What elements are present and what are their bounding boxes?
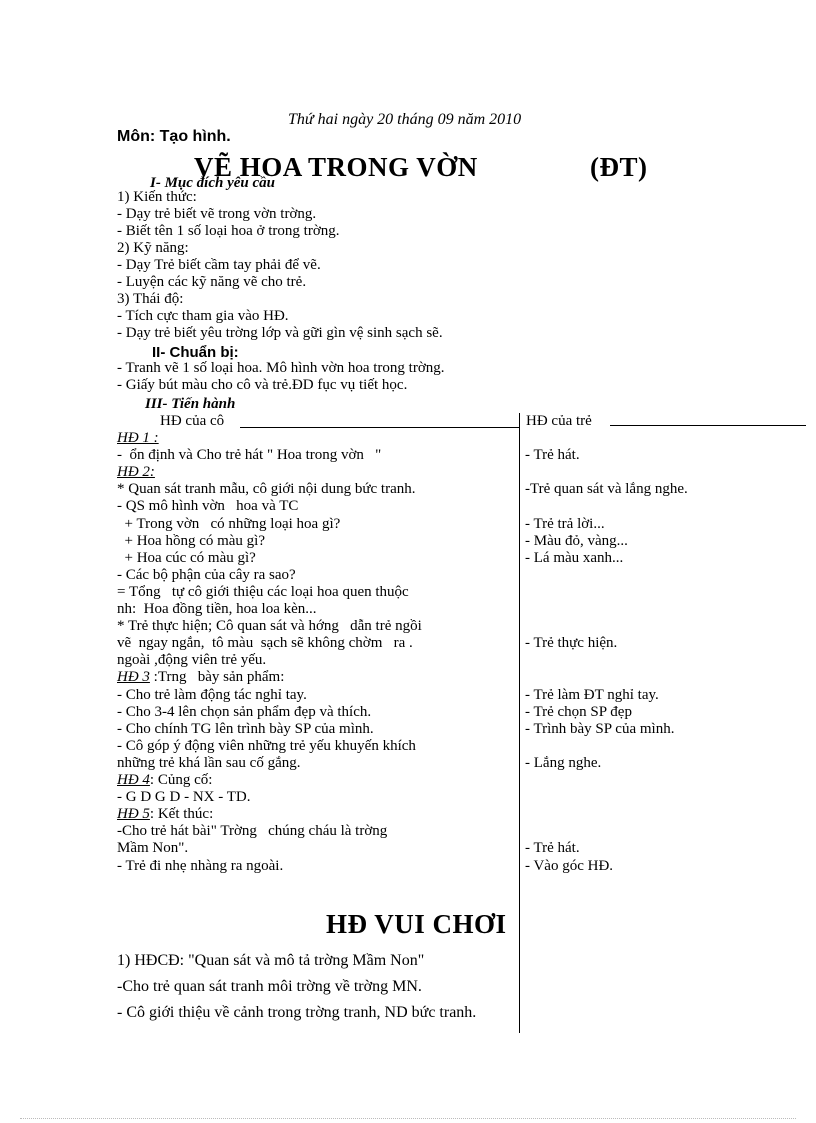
child-activity-line: - Vào góc HĐ. — [525, 857, 614, 874]
teacher-activity-line — [117, 516, 340, 533]
teacher-activity-line — [117, 704, 371, 721]
child-activity-line: - Trẻ hát. — [525, 840, 580, 857]
teacher-activity-line — [117, 652, 266, 669]
objective-line: 3) Thái độ: — [117, 291, 184, 307]
column-divider — [519, 413, 520, 1033]
activity-text: - Cho chính TG lên trình bày SP của mình. — [117, 720, 374, 737]
child-activity-line: - Trẻ chọn SP đẹp — [525, 703, 632, 720]
objective-line: - Tích cực tham gia vào HĐ. — [117, 308, 289, 324]
teacher-activity-line — [117, 772, 212, 789]
play-line: - Cô giới thiệu về cảnh trong trờng tranh, ND bức tranh. — [117, 1004, 477, 1021]
activity-text: - QS mô hình vờn hoa và TC — [117, 498, 299, 515]
teacher-column-header: HĐ của cô — [160, 413, 225, 429]
lesson-subject: Môn: Tạo hình. — [117, 128, 231, 145]
objective-line: - Dạy Trẻ biết cầm tay phải để vẽ. — [117, 257, 321, 273]
teacher-activity-line — [117, 601, 317, 618]
section-objectives-heading: I- Mục đích yêu cầu — [150, 175, 275, 191]
activity-text: * Trẻ thực hiện; Cô quan sát và hớng dẫn trẻ ngồi — [117, 618, 422, 635]
child-activity-line: - Trẻ thực hiện. — [525, 635, 618, 652]
teacher-activity-line — [117, 858, 283, 875]
lesson-date: Thứ hai ngày 20 tháng 09 năm 2010 — [288, 111, 522, 128]
activity-text: -Cho trẻ hát bài" Trờng chúng cháu là trờng — [117, 823, 388, 840]
section-preparation-heading: II- Chuẩn bị: — [152, 344, 239, 361]
objective-line: - Biết tên 1 số loại hoa ở trong trờng. — [117, 223, 340, 239]
teacher-activity-line — [117, 618, 422, 635]
activity-label: HĐ 3 — [117, 669, 150, 686]
teacher-activity-line — [117, 823, 387, 840]
activity-text: - G D G D - NX - TD. — [117, 789, 251, 806]
play-section-title: HĐ VUI CHƠI — [326, 909, 507, 939]
activity-text: - Cho trẻ làm động tác nghỉ tay. — [117, 686, 307, 703]
preparation-line: - Giấy bút màu cho cô và trẻ.ĐD fục vụ tiết học. — [117, 377, 408, 393]
activity-text: : Củng cố: — [149, 772, 213, 788]
preparation-line: - Tranh vẽ 1 số loại hoa. Mô hình vờn hoa trong trờng. — [117, 360, 445, 376]
activity-text: - ổn định và Cho trẻ hát " Hoa trong vờn " — [117, 447, 382, 464]
objective-line: 1) Kiến thức: — [117, 189, 197, 205]
activity-text: :Trng bày sản phẩm: — [149, 669, 285, 686]
teacher-activity-line — [117, 806, 213, 823]
activity-text: - Cô góp ý động viên những trẻ yếu khuyến khích — [117, 737, 416, 754]
objective-line: 2) Kỹ năng: — [117, 240, 189, 256]
teacher-activity-line — [117, 550, 256, 567]
teacher-activity-line — [117, 635, 413, 652]
child-activity-line: - Lắng nghe. — [525, 754, 602, 771]
teacher-activity-line — [117, 447, 381, 464]
activity-text: những trẻ khá lần sau cố gắng. — [117, 754, 301, 771]
activity-text: vẽ ngay ngắn, tô màu sạch sẽ không chờm ra . — [117, 635, 413, 652]
teacher-activity-line — [117, 567, 296, 584]
activity-text: - Trẻ đi nhẹ nhàng ra ngoài. — [117, 857, 284, 874]
activity-text: : Kết thúc: — [149, 806, 214, 823]
teacher-activity-line — [117, 687, 307, 704]
child-activity-line: -Trẻ quan sát và lắng nghe. — [525, 481, 688, 498]
activity-text: - Cho 3-4 lên chọn sản phẩm đẹp và thích. — [117, 703, 372, 720]
teacher-activity-line — [117, 533, 265, 550]
teacher-activity-line — [117, 669, 284, 686]
lesson-title-code: (ĐT) — [590, 152, 648, 182]
teacher-activity-line — [117, 721, 374, 738]
teacher-activity-line — [117, 755, 301, 772]
teacher-header-rule — [240, 427, 520, 428]
teacher-activity-line — [117, 430, 159, 447]
child-activity-line: - Trẻ hát. — [525, 447, 580, 464]
teacher-activity-line — [117, 498, 298, 515]
activity-label: HĐ 5 — [117, 806, 150, 823]
activity-label: HĐ 1 : — [117, 430, 159, 446]
play-line: 1) HĐCĐ: "Quan sát và mô tả trờng Mầm Non" — [117, 952, 425, 969]
activity-text: ngoài ,động viên trẻ yếu. — [117, 652, 267, 669]
teacher-activity-line — [117, 840, 188, 857]
teacher-activity-line — [117, 584, 409, 601]
child-activity-line: - Trẻ trả lời... — [525, 515, 605, 532]
activity-text: * Quan sát tranh mẫu, cô giới nội dung bức tranh. — [117, 481, 416, 498]
section-procedure-heading: III- Tiến hành — [145, 396, 236, 412]
child-activity-line: - Trẻ làm ĐT nghỉ tay. — [525, 686, 659, 703]
child-column-header: HĐ của trẻ — [526, 413, 592, 429]
objective-line: - Luyện các kỹ năng vẽ cho trẻ. — [117, 274, 307, 290]
activity-text: + Hoa hồng có màu gì? — [117, 532, 266, 549]
page-bottom-dotted-line — [20, 1118, 796, 1119]
activity-label: HĐ 4 — [117, 772, 150, 788]
child-header-rule — [610, 425, 806, 426]
activity-text: = Tổng tự cô giới thiệu các loại hoa quen thuộc — [117, 583, 409, 600]
teacher-activity-line — [117, 789, 250, 806]
lesson-title: VẼ HOA TRONG VỜN — [194, 152, 478, 182]
play-line: -Cho trẻ quan sát tranh môi trờng về trờng MN. — [117, 978, 422, 995]
activity-text: + Hoa cúc có màu gì? — [117, 549, 256, 566]
activity-text: + Trong vờn có những loại hoa gì? — [117, 515, 341, 532]
activity-label: HĐ 2: — [117, 464, 155, 481]
child-activity-line: - Màu đỏ, vàng... — [525, 532, 628, 549]
activity-text: - Các bộ phận của cây ra sao? — [117, 566, 296, 583]
child-activity-line: - Trình bày SP của mình. — [525, 720, 675, 737]
child-activity-line: - Lá màu xanh... — [525, 549, 624, 566]
activity-text: Mầm Non". — [117, 840, 189, 857]
teacher-activity-line — [117, 464, 155, 481]
teacher-activity-line — [117, 481, 416, 498]
activity-text: nh: Hoa đồng tiền, hoa loa kèn... — [117, 601, 317, 617]
teacher-activity-line — [117, 738, 416, 755]
objective-line: - Dạy trẻ biết vẽ trong vờn trờng. — [117, 206, 317, 222]
objective-line: - Dạy trẻ biết yêu trờng lớp và gữi gìn vệ sinh sạch sẽ. — [117, 325, 443, 341]
